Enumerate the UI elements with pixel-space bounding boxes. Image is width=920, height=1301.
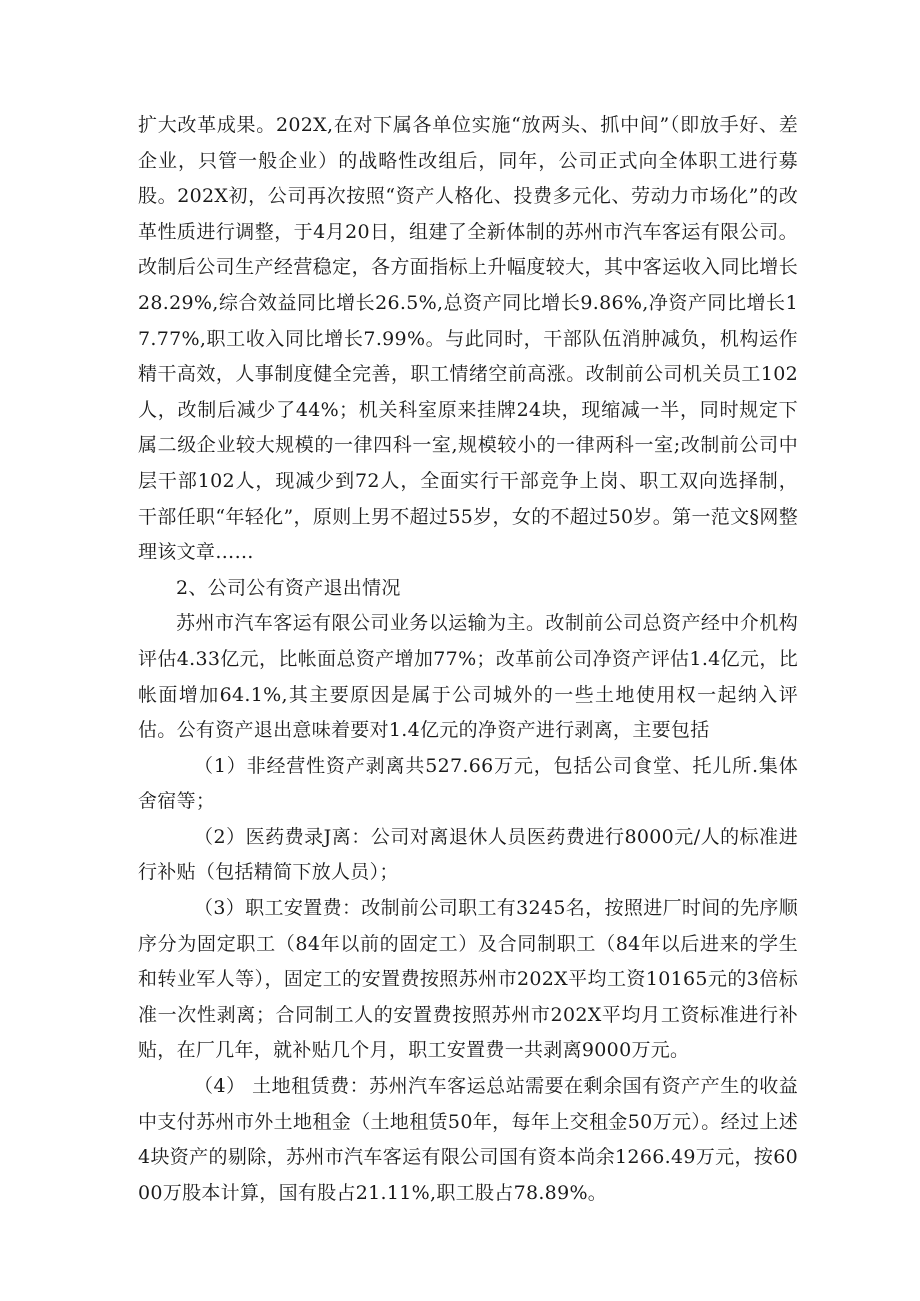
- list-item-land-lease: （4） 土地租赁费：苏州汽车客运总站需要在剩余国有资产产生的收益中支付苏州市外土地租金（土地租赁50年，每年上交租金50万元）。经过上述4块资产的剔除，苏州市汽车客运有限公司国有资本尚余1266.49万元，按6000万股本计算，国有股占21.11%,职工股占78.89%。: [138, 1075, 798, 1204]
- paragraph-reform-results: 扩大改革成果。202X,在对下属各单位实施“放两头、抓中间”（即放手好、差企业，只管一般企业）的战略性改组后，同年，公司正式向全体职工进行募股。202X初，公司再次按照“资产人格化、投费多元化、劳动力市场化”的改革性质进行调整，于4月20日，组建了全新体制的苏州市汽车客运有限公司。改制后公司生产经营稳定，各方面指标上升幅度较大，其中客运收入同比增长28.29%,综合效益同比增长26.5%,总资产同比增长9.86%,净资产同比增长17.77%,职工收入同比增长7.99%。与此同时，干部队伍消肿减负，机构运作精干高效，人事制度健全完善，职工情绪空前高涨。改制前公司机关员工102人，改制后减少了44%；机关科室原来挂牌24块，现缩减一半，同时规定下属二级企业较大规模的一律四科一室,规模较小的一律两科一室;改制前公司中层干部102人，现减少到72人，全面实行干部竞争上岗、职工双向选择制，干部任职“年轻化”，原则上男不超过55岁，女的不超过50岁。第一范文§网整理该文章……: [138, 114, 798, 564]
- document-body: [138, 108, 798, 1211]
- list-item-non-operating-assets: （1）非经营性资产剥离共527.66万元，包括公司食堂、托儿所.集体舍宿等；: [138, 754, 798, 813]
- list-item-staff-placement: （3）职工安置费：改制前公司职工有3245名，按照进厂时间的先序顺序分为固定职工（84年以前的固定工）及合同制职工（84年以后进来的学生和转业军人等），固定工的安置费按照苏州市202X平均工资10165元的3倍标准一次性剥离；合同制工人的安置费按照苏州市202X平均月工资标准进行补贴，在厂几年，就补贴几个月，职工安置费一共剥离9000万元。: [138, 897, 798, 1062]
- paragraph-assets-overview: 苏州市汽车客运有限公司业务以运输为主。改制前公司总资产经中介机构评估4.33亿元，比帐面总资产增加77%；改革前公司净资产评估1.4亿元，比帐面增加64.1%,其主要原因是属于公司城外的一些土地使用权一起纳入评估。公有资产退出意味着要对1.4亿元的净资产进行剥离，主要包括: [138, 612, 798, 742]
- list-item-medical-expenses: （2）医药费录J离：公司对离退休人员医药费进行8000元/人的标准进行补贴（包括精简下放人员）；: [138, 825, 798, 884]
- section-heading-public-assets-exit: 2、公司公有资产退出情况: [176, 576, 401, 599]
